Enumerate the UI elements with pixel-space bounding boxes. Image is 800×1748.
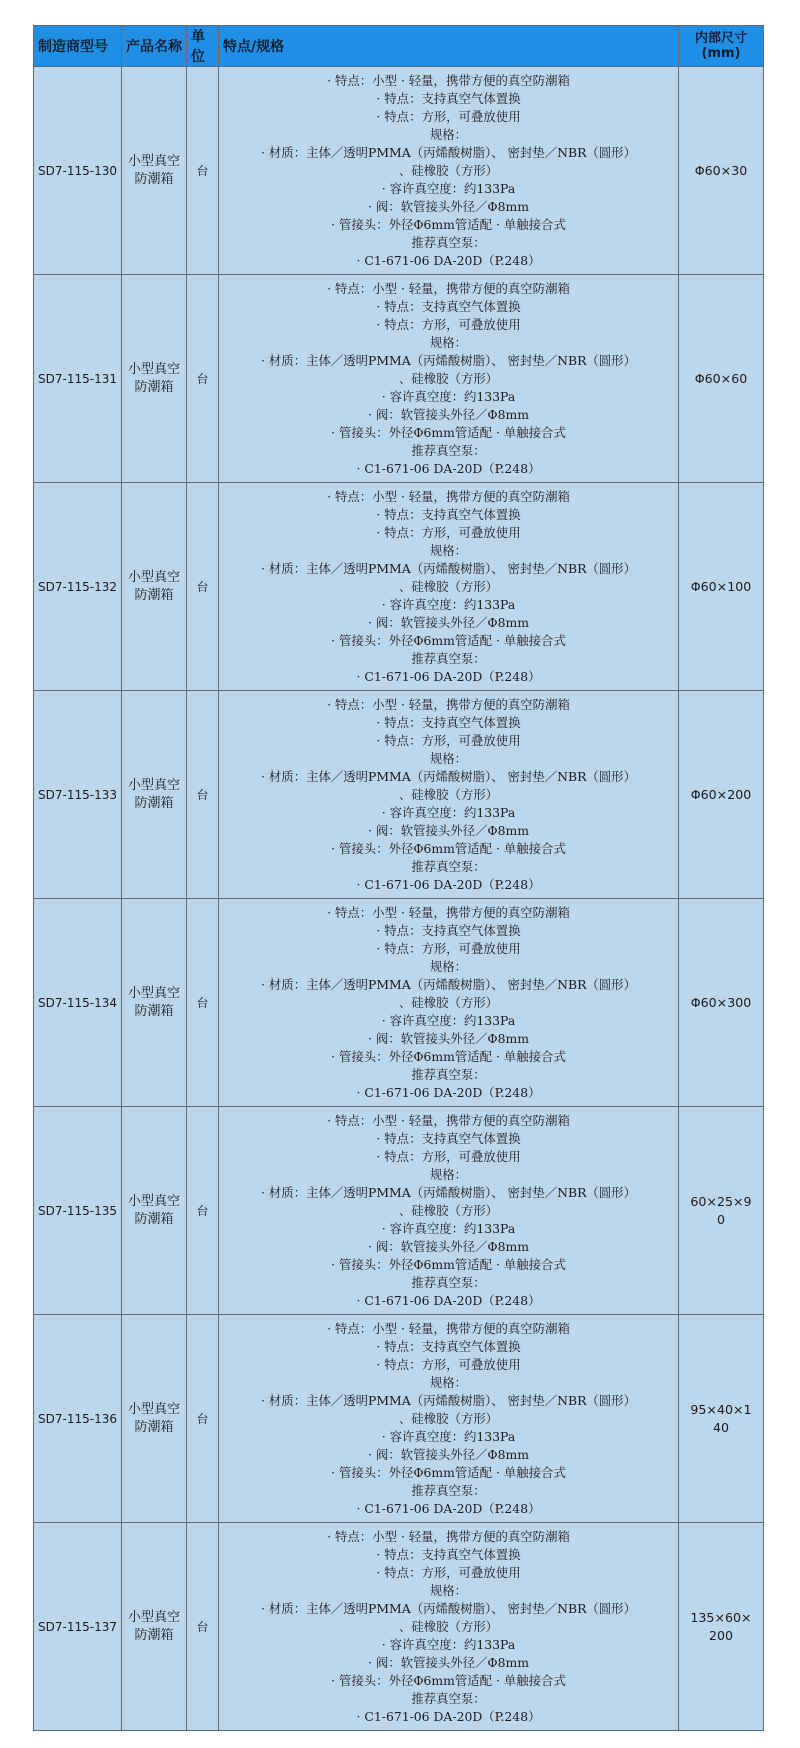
table-row [34,899,764,1107]
spec-line: 推荐真空泵： [411,858,486,874]
product-name-line2: 防潮箱 [134,1211,174,1227]
spec-line: · 材质：主体／透明PMMA（丙烯酸树脂）、 密封垫／NBR（圆形） [261,1184,636,1200]
spec-line: · 容许真空度：约133Pa [381,1220,516,1236]
product-name-line1: 小型真空 [127,1609,180,1625]
spec-line: · 特点：方形，可叠放使用 [376,1564,521,1580]
spec-line: · C1-671-06 DA-20D（P.248） [356,876,541,892]
header-model: 制造商型号 [34,26,122,67]
spec-line: 规格： [429,958,468,974]
spec-line: · C1-671-06 DA-20D（P.248） [356,1708,541,1724]
product-name-cell [122,1107,187,1315]
spec-line: 规格： [429,1166,468,1182]
spec-line: · 容许真空度：约133Pa [381,1636,516,1652]
spec-line: 规格： [429,1582,468,1598]
spec-line: · 管接头：外径Φ6mm管适配 · 单触接合式 [331,1048,566,1064]
product-name-line2: 防潮箱 [134,1419,174,1435]
spec-line: 、硅橡胶（方形） [398,578,499,594]
features-spec-cell [219,275,679,483]
spec-line: 规格： [429,542,468,558]
product-name-line1: 小型真空 [127,985,180,1001]
product-name-cell [122,899,187,1107]
spec-line: · 管接头：外径Φ6mm管适配 · 单触接合式 [331,840,566,856]
table-row [34,1523,764,1731]
unit-cell: 台 [187,1523,219,1731]
spec-line: · C1-671-06 DA-20D（P.248） [356,252,541,268]
product-name-line1: 小型真空 [127,153,180,169]
spec-line: · 特点：支持真空气体置换 [376,298,521,314]
spec-line: · 材质：主体／透明PMMA（丙烯酸树脂）、 密封垫／NBR（圆形） [261,352,636,368]
spec-line: · 阀：软管接头外径／Φ8mm [368,822,529,838]
spec-line: 推荐真空泵： [411,1690,486,1706]
features-spec-cell [219,1107,679,1315]
spec-line: · 管接头：外径Φ6mm管适配 · 单触接合式 [331,1672,566,1688]
spec-line: · 管接头：外径Φ6mm管适配 · 单触接合式 [331,216,566,232]
inner-size-line1: Φ60×60 [694,370,748,386]
spec-line: 、硅橡胶（方形） [398,786,499,802]
table-row [34,1107,764,1315]
header-inner-size-unit: (mm) [701,46,741,61]
inner-size-line2: 0 [716,1211,725,1227]
product-name-line2: 防潮箱 [134,1627,174,1643]
inner-size-line1: 60×25×9 [690,1193,752,1209]
product-name-cell [122,275,187,483]
product-name-cell [122,483,187,691]
spec-line: · 特点：小型 · 轻量，携带方便的真空防潮箱 [327,488,570,504]
spec-line: · 特点：支持真空气体置换 [376,90,521,106]
header-product-name: 产品名称 [122,26,187,67]
model-cell: SD7-115-132 [34,483,122,691]
spec-line: · 管接头：外径Φ6mm管适配 · 单触接合式 [331,1464,566,1480]
product-name-cell [122,1523,187,1731]
inner-size-cell [679,691,764,899]
product-name-cell [122,691,187,899]
inner-size-line1: Φ60×100 [690,578,752,594]
spec-line: · 容许真空度：约133Pa [381,804,516,820]
inner-size-cell [679,1107,764,1315]
spec-line: · C1-671-06 DA-20D（P.248） [356,668,541,684]
features-spec-cell [219,67,679,275]
spec-line: · 阀：软管接头外径／Φ8mm [368,1238,529,1254]
product-name-cell [122,67,187,275]
spec-line: 推荐真空泵： [411,442,486,458]
table-row [34,67,764,275]
spec-line: · 特点：支持真空气体置换 [376,1130,521,1146]
spec-line: · 容许真空度：约133Pa [381,1428,516,1444]
header-row [34,26,764,67]
model-cell: SD7-115-136 [34,1315,122,1523]
features-spec-cell [219,691,679,899]
product-name-line1: 小型真空 [127,361,180,377]
spec-line: · 阀：软管接头外径／Φ8mm [368,1446,529,1462]
spec-line: · 特点：支持真空气体置换 [376,922,521,938]
spec-line: 、硅橡胶（方形） [398,370,499,386]
inner-size-cell [679,275,764,483]
table-row [34,275,764,483]
spec-line: · 管接头：外径Φ6mm管适配 · 单触接合式 [331,1256,566,1272]
unit-cell: 台 [187,275,219,483]
spec-line: · 特点：方形，可叠放使用 [376,940,521,956]
inner-size-line2: 40 [712,1419,730,1435]
unit-cell: 台 [187,1315,219,1523]
spec-line: · 容许真空度：约133Pa [381,388,516,404]
spec-line: 、硅橡胶（方形） [398,1202,499,1218]
spec-line: · 材质：主体／透明PMMA（丙烯酸树脂）、 密封垫／NBR（圆形） [261,144,636,160]
spec-line: · 特点：小型 · 轻量，携带方便的真空防潮箱 [327,1112,570,1128]
header-features-spec: 特点/规格 [219,26,679,67]
inner-size-line1: 95×40×1 [690,1401,752,1417]
model-cell: SD7-115-130 [34,67,122,275]
product-name-line1: 小型真空 [127,777,180,793]
spec-line: 规格： [429,126,468,142]
unit-cell: 台 [187,483,219,691]
spec-line: · 材质：主体／透明PMMA（丙烯酸树脂）、 密封垫／NBR（圆形） [261,1392,636,1408]
spec-line: 推荐真空泵： [411,1482,486,1498]
spec-line: · 阀：软管接头外径／Φ8mm [368,614,529,630]
header-unit: 单位 [187,26,219,67]
spec-line: · 材质：主体／透明PMMA（丙烯酸树脂）、 密封垫／NBR（圆形） [261,1600,636,1616]
inner-size-cell [679,483,764,691]
inner-size-cell [679,899,764,1107]
model-cell: SD7-115-131 [34,275,122,483]
spec-line: · 容许真空度：约133Pa [381,1012,516,1028]
inner-size-line2: 200 [708,1627,734,1643]
unit-cell: 台 [187,899,219,1107]
spec-line: · 特点：方形，可叠放使用 [376,524,521,540]
model-cell: SD7-115-135 [34,1107,122,1315]
inner-size-line1: Φ60×30 [694,162,748,178]
spec-line: · 特点：支持真空气体置换 [376,506,521,522]
model-cell: SD7-115-137 [34,1523,122,1731]
spec-line: · 特点：方形，可叠放使用 [376,1148,521,1164]
inner-size-cell [679,67,764,275]
product-name-line2: 防潮箱 [134,171,174,187]
unit-cell: 台 [187,691,219,899]
spec-line: 推荐真空泵： [411,1066,486,1082]
table-row [34,1315,764,1523]
features-spec-cell [219,1523,679,1731]
spec-line: · C1-671-06 DA-20D（P.248） [356,460,541,476]
product-name-line2: 防潮箱 [134,1003,174,1019]
spec-line: · 管接头：外径Φ6mm管适配 · 单触接合式 [331,632,566,648]
inner-size-line1: Φ60×300 [690,994,752,1010]
spec-line: · 特点：方形，可叠放使用 [376,732,521,748]
spec-line: · 管接头：外径Φ6mm管适配 · 单触接合式 [331,424,566,440]
product-name-line1: 小型真空 [127,1401,180,1417]
spec-line: 推荐真空泵： [411,1274,486,1290]
spec-line: · 阀：软管接头外径／Φ8mm [368,198,529,214]
spec-line: · 特点：方形，可叠放使用 [376,1356,521,1372]
spec-line: · C1-671-06 DA-20D（P.248） [356,1500,541,1516]
features-spec-cell [219,1315,679,1523]
product-spec-table [33,25,764,1731]
spec-line: · 特点：方形，可叠放使用 [376,108,521,124]
unit-cell: 台 [187,1107,219,1315]
product-name-line1: 小型真空 [127,1193,180,1209]
spec-line: 、硅橡胶（方形） [398,1618,499,1634]
spec-line: · 阀：软管接头外径／Φ8mm [368,406,529,422]
spec-line: · C1-671-06 DA-20D（P.248） [356,1084,541,1100]
model-cell: SD7-115-133 [34,691,122,899]
spec-line: 推荐真空泵： [411,650,486,666]
spec-line: 规格： [429,334,468,350]
spec-line: 、硅橡胶（方形） [398,162,499,178]
product-name-line2: 防潮箱 [134,795,174,811]
model-cell: SD7-115-134 [34,899,122,1107]
spec-line: · 特点：小型 · 轻量，携带方便的真空防潮箱 [327,1528,570,1544]
unit-cell: 台 [187,67,219,275]
spec-line: 、硅橡胶（方形） [398,994,499,1010]
spec-line: · 特点：小型 · 轻量，携带方便的真空防潮箱 [327,280,570,296]
spec-line: · 特点：支持真空气体置换 [376,714,521,730]
header-inner-size [679,26,764,67]
spec-line: · 特点：小型 · 轻量，携带方便的真空防潮箱 [327,1320,570,1336]
spec-line: · 阀：软管接头外径／Φ8mm [368,1030,529,1046]
spec-line: · 特点：小型 · 轻量，携带方便的真空防潮箱 [327,904,570,920]
product-name-line2: 防潮箱 [134,379,174,395]
spec-line: 推荐真空泵： [411,234,486,250]
spec-line: · 材质：主体／透明PMMA（丙烯酸树脂）、 密封垫／NBR（圆形） [261,976,636,992]
inner-size-line1: Φ60×200 [690,786,752,802]
spec-line: · 特点：小型 · 轻量，携带方便的真空防潮箱 [327,696,570,712]
table-row [34,483,764,691]
spec-line: · 特点：小型 · 轻量，携带方便的真空防潮箱 [327,72,570,88]
inner-size-line1: 135×60× [690,1609,752,1625]
inner-size-cell [679,1315,764,1523]
features-spec-cell [219,483,679,691]
spec-line: 、硅橡胶（方形） [398,1410,499,1426]
spec-line: · 阀：软管接头外径／Φ8mm [368,1654,529,1670]
spec-line: · C1-671-06 DA-20D（P.248） [356,1292,541,1308]
features-spec-cell [219,899,679,1107]
product-name-line2: 防潮箱 [134,587,174,603]
spec-line: · 特点：支持真空气体置换 [376,1546,521,1562]
spec-line: · 特点：方形，可叠放使用 [376,316,521,332]
spec-line: · 材质：主体／透明PMMA（丙烯酸树脂）、 密封垫／NBR（圆形） [261,768,636,784]
spec-line: 规格： [429,750,468,766]
spec-line: · 特点：支持真空气体置换 [376,1338,521,1354]
product-name-cell [122,1315,187,1523]
spec-line: · 容许真空度：约133Pa [381,180,516,196]
spec-line: 规格： [429,1374,468,1390]
table-row [34,691,764,899]
spec-line: · 容许真空度：约133Pa [381,596,516,612]
product-name-line1: 小型真空 [127,569,180,585]
inner-size-cell [679,1523,764,1731]
spec-line: · 材质：主体／透明PMMA（丙烯酸树脂）、 密封垫／NBR（圆形） [261,560,636,576]
header-inner-size-label: 内部尺寸 [694,31,747,46]
